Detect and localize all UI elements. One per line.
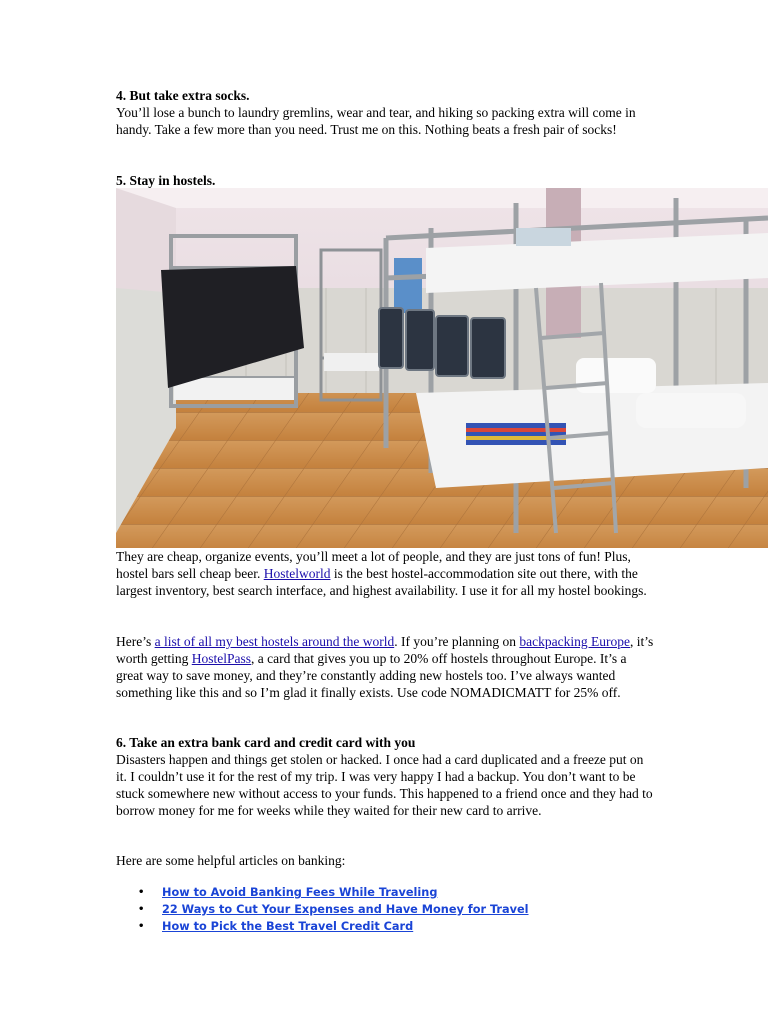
banking-articles-intro: Here are some helpful articles on banking: [116,853,346,868]
section-4-heading: 4. But take extra socks. [116,88,250,103]
banking-fees-article-link[interactable]: How to Avoid Banking Fees While Traveling [162,886,438,899]
p2-text-d: , a card that gives you up to 20% off hostels throughout Europe. It’s a great way to save money, and they’re constantly adding new hostels too. I’ve always wanted something like this and so I’m glad it finally exists. Use code NOMADICMATT for 25% off. [116,651,627,700]
hostelpass-link[interactable]: HostelPass [191,651,252,666]
bullet-icon: • [138,887,145,898]
p2-text-c: , it’s worth getting [116,634,654,666]
bunk-beds-icon [116,188,768,548]
section-5-paragraph-1 [116,548,656,599]
p2-text-b: . If you’re planning on [394,634,520,649]
hostel-dorm-photo [116,188,768,548]
section-5-heading: 5. Stay in hostels. [116,173,216,188]
banking-articles-intro-block [116,852,656,869]
section-4 [116,87,656,138]
banking-articles-list [116,884,656,935]
list-item [116,918,656,935]
section-5-paragraph-2 [116,633,656,701]
p1-text-after: is the best hostel-accommodation site out there, with the largest inventory, best search interface, and highest availability. I use it for all my hostel bookings. [116,566,647,598]
hostelworld-link[interactable]: Hostelworld [263,566,331,581]
section-5-heading-block [116,172,656,189]
section-6-body: Disasters happen and things get stolen or hacked. I once had a card duplicated and a freeze put on it. I couldn’t use it for the rest of my trip. I was very happy I had a backup. You don’t want to be stuck somewhere new without access to your funds. This happened to a friend once and they had to borrow money for me for weeks while they waited for their new card to arrive. [116,752,653,818]
credit-card-article-link[interactable]: How to Pick the Best Travel Credit Card [162,920,414,933]
section-6 [116,734,656,819]
section-4-body: You’ll lose a bunch to laundry gremlins, wear and tear, and hiking so packing extra will come in handy. Take a few more than you need. Trust me on this. Nothing beats a fresh pair of socks! [116,105,636,137]
bullet-icon: • [138,921,145,932]
backpacking-europe-link[interactable]: backpacking Europe [519,634,630,649]
list-item [116,901,656,918]
bullet-icon: • [138,904,145,915]
section-6-heading: 6. Take an extra bank card and credit card with you [116,735,416,750]
p1-text-before: They are cheap, organize events, you’ll meet a lot of people, and they are just tons of fun! Plus, hostel bars sell cheap beer. [116,549,631,581]
best-hostels-list-link[interactable]: a list of all my best hostels around the world [154,634,395,649]
list-item [116,884,656,901]
cut-expenses-article-link[interactable]: 22 Ways to Cut Your Expenses and Have Money for Travel [162,903,529,916]
p2-text-a: Here’s [116,634,155,649]
